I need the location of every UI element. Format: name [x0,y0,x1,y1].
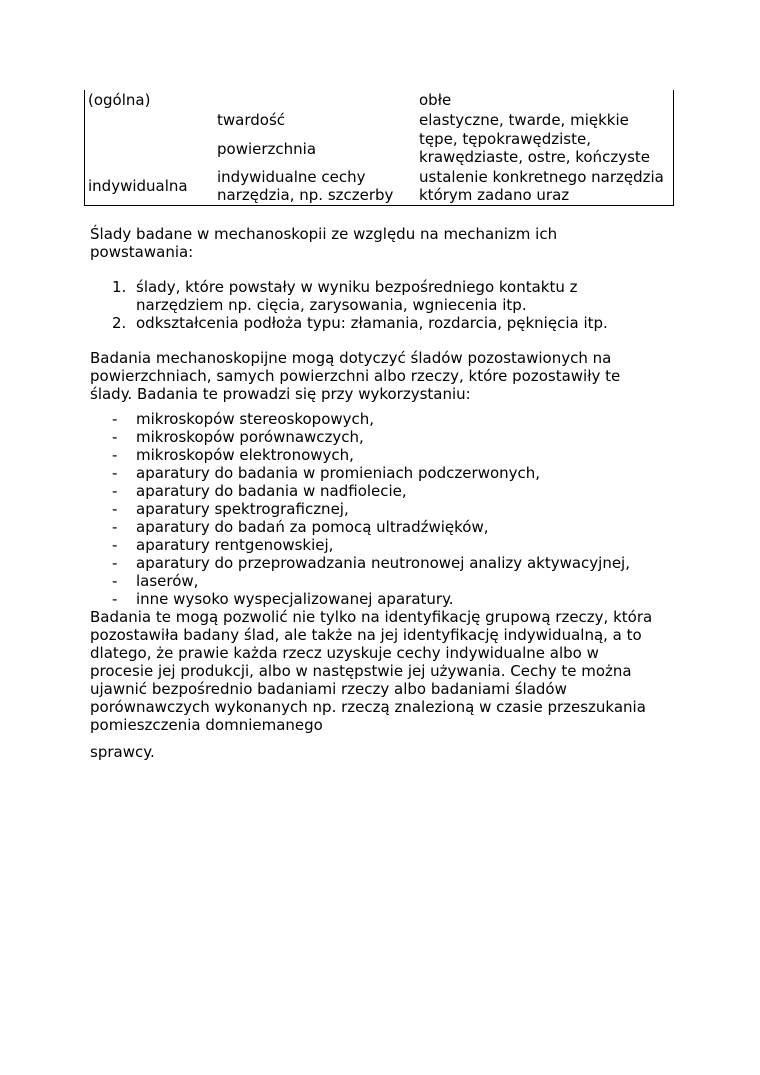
table-cell-row2-col3: elastyczne, twarde, miękkie [419,111,629,129]
table-cell-row1-col3: obłe [419,91,452,109]
bullet-dash: - [112,410,118,428]
table-cell-line: krawędziaste, ostre, kończyste [419,148,650,166]
table-cell-row3-col3 [419,130,650,166]
paragraph-line: sprawcy. [90,743,155,761]
list-item: - aparatury do badań za pomocą ultradźwięków, [112,518,489,536]
bullet-dash: - [112,590,118,608]
table-cell-row2-col2: twardość [217,111,286,129]
table-cell-line: tępe, tępokrawędziste, [419,130,592,148]
bullet-dash: - [112,500,118,518]
table-cell-row4-col2 [217,168,393,204]
list-item-line: odkształcenia podłoża typu: złamania, rozdarcia, pęknięcia itp. [136,314,608,332]
equipment-list [90,410,630,608]
list-item: - aparatury rentgenowskiej, [112,536,334,554]
paragraph-line: Ślady badane w mechanoskopii ze względu na mechanizm ich [90,225,558,243]
table-cell-row1-col1: (ogólna) [88,91,151,109]
identification-paragraph [90,608,652,734]
bullet-dash: - [112,482,118,500]
list-item-line: narzędziem np. cięcia, zarysowania, wgniecenia itp. [136,296,527,314]
table-cell-row4-col3 [419,168,664,204]
paragraph-line: Badania mechanoskopijne mogą dotyczyć śladów pozostawionych na [90,349,612,367]
table-cell-row4-col1: indywidualna [88,177,188,195]
bullet-dash: - [112,518,118,536]
paragraph-line: pozostawiła badany ślad, ale także na jej identyfikację indywidualną, a to [90,626,642,644]
list-item: - mikroskopów stereoskopowych, [112,410,375,428]
list-item [90,314,608,332]
list-item: - aparatury do badania w nadfiolecie, [112,482,407,500]
list-item-line: ślady, które powstały w wyniku bezpośredniego kontaktu z [136,278,578,296]
list-item: - aparatury do przeprowadzania neutronowej analizy aktywacyjnej, [112,554,630,572]
paragraph-line: dlatego, że prawie każda rzecz uzyskuje cechy indywidualne albo w [90,644,599,662]
list-number: 2. [112,314,127,332]
list-item: - aparatury do badania w promieniach podczerwonych, [112,464,541,482]
paragraph-line: powstawania: [90,243,194,261]
paragraph-line: porównawczych wykonanych np. rzeczą znalezioną w czasie przeszukania [90,698,646,716]
list-item: - aparatury spektrograficznej, [112,500,349,518]
table-left-border [84,90,85,206]
bullet-dash: - [112,554,118,572]
closing-paragraph [90,743,155,761]
list-item: - mikroskopów porównawczych, [112,428,364,446]
table-cell-row3-col2: powierzchnia [217,140,317,158]
table-cell-line: indywidualne cechy [217,168,366,186]
bullet-dash: - [112,428,118,446]
bullet-dash: - [112,536,118,554]
list-item: - inne wysoko wyspecjalizowanej aparatury. [112,590,454,608]
paragraph-line: pomieszczenia domniemanego [90,716,323,734]
table-cell-line: narzędzia, np. szczerby [217,186,394,204]
paragraph-line: ślady. Badania te prowadzi się przy wykorzystaniu: [90,385,471,403]
table-right-border [673,90,674,206]
bullet-dash: - [112,572,118,590]
bullet-dash: - [112,464,118,482]
methods-paragraph [90,349,620,403]
bullet-dash: - [112,446,118,464]
features-table [84,90,674,206]
list-item: - mikroskopów elektronowych, [112,446,354,464]
table-bottom-border [84,205,674,206]
intro-paragraph [90,225,557,261]
table-cell-line: ustalenie konkretnego narzędzia [419,168,664,186]
list-item [90,278,608,314]
table-cell-line: którym zadano uraz [419,186,570,204]
list-item: - laserów, [112,572,199,590]
numbered-list [90,278,608,332]
paragraph-line: procesie jej produkcji, albo w następstwie jej używania. Cechy te można [90,662,632,680]
list-number: 1. [112,278,127,296]
paragraph-line: Badania te mogą pozwolić nie tylko na identyfikację grupową rzeczy, która [90,608,653,626]
paragraph-line: powierzchniach, samych powierzchni albo rzeczy, które pozostawiły te [90,367,621,385]
paragraph-line: ujawnić bezpośrednio badaniami rzeczy albo badaniami śladów [90,680,567,698]
